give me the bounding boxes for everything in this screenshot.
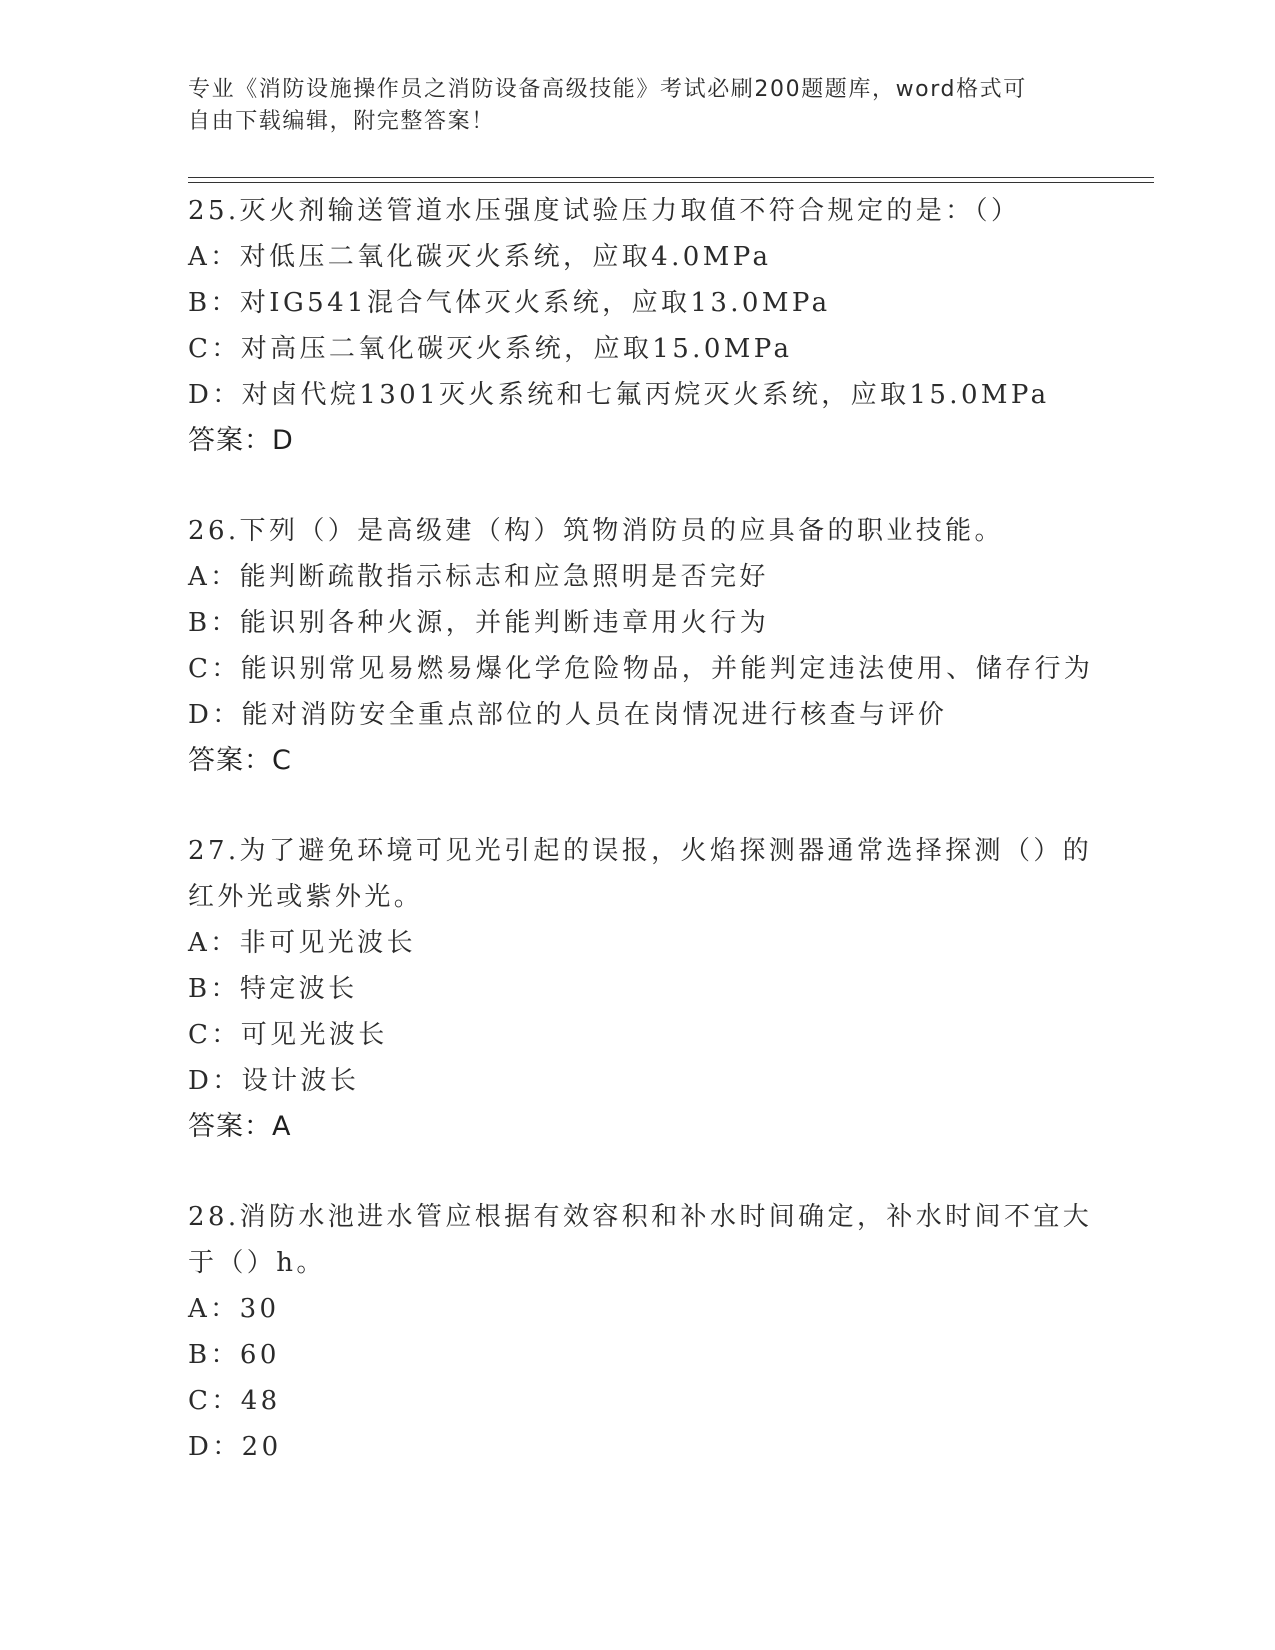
answer: 答案：D [188,425,294,456]
option-d: D：设计波长 [188,1066,360,1096]
header-line-1: 专业《消防设施操作员之消防设备高级技能》考试必刷200题题库，word格式可 [188,77,1027,102]
question-26 [188,508,1094,784]
option-b: B：特定波长 [188,974,358,1004]
question-list [188,188,1094,1514]
question-25 [188,188,1088,464]
question-stem: 25.灭火剂输送管道水压强度试验压力取值不符合规定的是：（） [188,196,1021,226]
option-b: B：对IG541混合气体灭火系统，应取13.0MPa [188,288,831,318]
option-b: B：60 [188,1340,280,1370]
option-b: B：能识别各种火源，并能判断违章用火行为 [188,608,770,638]
header-line-2: 自由下载编辑，附完整答案！ [188,109,495,134]
header-divider-bottom [188,182,1154,183]
option-c: C：可见光波长 [188,1020,388,1050]
question-stem: 26.下列（）是高级建（构）筑物消防员的应具备的职业技能。 [188,516,1004,546]
option-a: A：30 [188,1294,280,1324]
question-27 [188,828,1093,1150]
option-d: D：20 [188,1432,282,1462]
option-c: C：48 [188,1386,281,1416]
option-a: A：非可见光波长 [188,928,416,958]
answer: 答案：A [188,1111,292,1142]
question-stem-line-1: 28.消防水池进水管应根据有效容积和补水时间确定，补水时间不宜大 [188,1202,1093,1232]
option-a: A：能判断疏散指示标志和应急照明是否完好 [188,562,769,592]
question-stem-line-2: 于（）h。 [188,1248,326,1278]
answer: 答案：C [188,745,292,776]
header-divider-top [188,177,1154,178]
option-c: C：能识别常见易燃易爆化学危险物品，并能判定违法使用、储存行为 [188,654,1094,684]
option-d: D：能对消防安全重点部位的人员在岗情况进行核查与评价 [188,700,948,730]
question-stem-line-2: 红外光或紫外光。 [188,882,424,912]
question-stem-line-1: 27.为了避免环境可见光引起的误报，火焰探测器通常选择探测（）的 [188,836,1093,866]
option-c: C：对高压二氧化碳灭火系统，应取15.0MPa [188,334,793,364]
question-28 [188,1194,1093,1470]
option-d: D：对卤代烷1301灭火系统和七氟丙烷灭火系统，应取15.0MPa [188,380,1050,410]
option-a: A：对低压二氧化碳灭火系统，应取4.0MPa [188,242,772,272]
document-header [188,74,1088,138]
